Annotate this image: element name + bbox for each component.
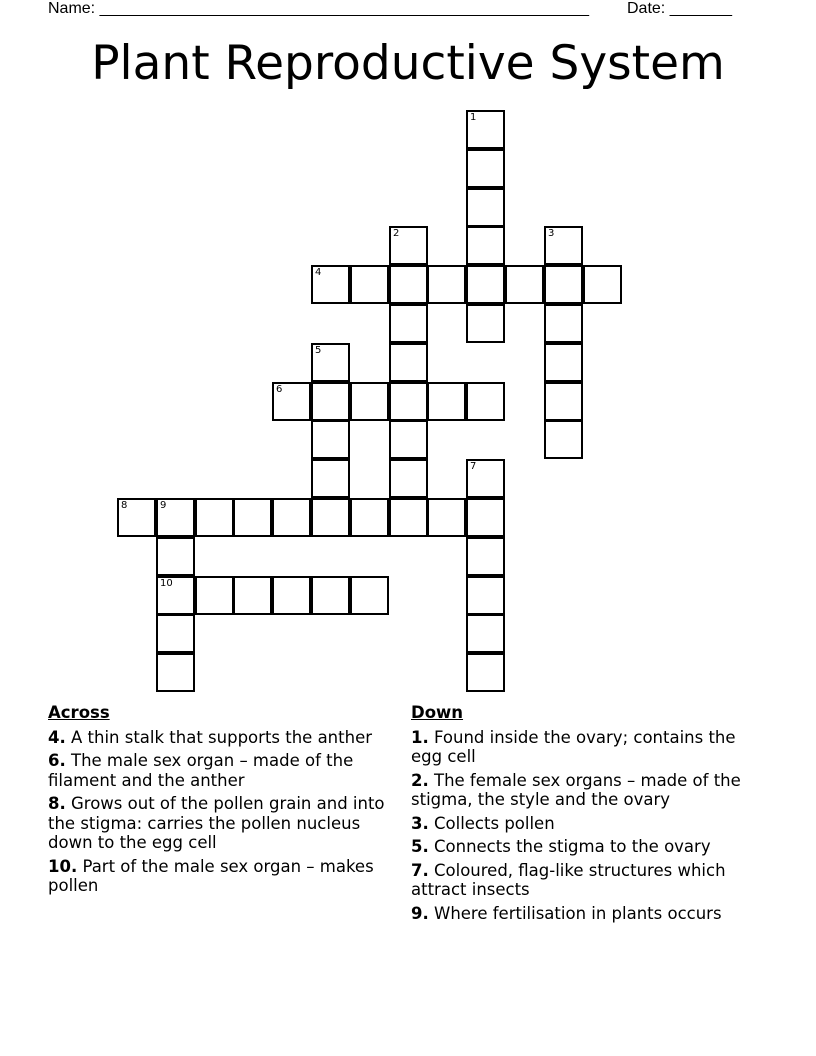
grid-cell[interactable]: [156, 614, 195, 653]
cell-number: 10: [160, 578, 173, 589]
cell-number: 4: [315, 267, 322, 278]
cell-number: 3: [548, 228, 555, 239]
grid-cell[interactable]: [195, 576, 234, 615]
clue-number: 9.: [411, 903, 429, 923]
clue-number: 6.: [48, 751, 66, 770]
grid-cell[interactable]: [389, 498, 428, 537]
grid-cell[interactable]: [544, 382, 583, 421]
grid-cell[interactable]: [350, 576, 389, 615]
grid-cell[interactable]: [311, 343, 350, 382]
cell-number: 1: [470, 112, 477, 123]
grid-cell[interactable]: [311, 420, 350, 459]
clue-text: Collects pollen: [434, 813, 555, 833]
clue-text: Where fertilisation in plants occurs: [434, 903, 722, 923]
grid-cell[interactable]: [389, 304, 428, 343]
grid-cell[interactable]: [272, 576, 311, 615]
grid-cell[interactable]: [427, 382, 466, 421]
grid-cell[interactable]: [466, 459, 505, 498]
across-heading: Across: [48, 703, 110, 722]
grid-cell[interactable]: [544, 343, 583, 382]
grid-cell[interactable]: [311, 265, 350, 304]
grid-cell[interactable]: [427, 498, 466, 537]
clue-number: 2.: [411, 770, 429, 790]
grid-cell[interactable]: [272, 498, 311, 537]
grid-cell[interactable]: [427, 265, 466, 304]
cell-number: 2: [393, 228, 400, 239]
clue-text: Part of the male sex organ – makes pollen: [48, 856, 374, 895]
clue-across-8: [48, 794, 400, 853]
grid-cell[interactable]: [466, 576, 505, 615]
page-title: Plant Reproductive System: [91, 36, 725, 91]
clue-across-10: [48, 857, 400, 896]
date-line: Date: _______: [627, 0, 732, 17]
name-line: Name: _______________________________________________________: [48, 0, 589, 17]
grid-cell[interactable]: [466, 382, 505, 421]
grid-cell[interactable]: [466, 614, 505, 653]
grid-cell[interactable]: [466, 110, 505, 149]
clue-number: 4.: [48, 727, 66, 747]
clue-number: 1.: [411, 727, 429, 747]
grid-cell[interactable]: [156, 537, 195, 576]
cell-number: 9: [160, 500, 167, 511]
grid-cell[interactable]: [544, 304, 583, 343]
grid-cell[interactable]: [389, 382, 428, 421]
cell-number: 7: [470, 461, 477, 472]
grid-cell[interactable]: [233, 576, 272, 615]
grid-cell[interactable]: [544, 420, 583, 459]
clue-number: 7.: [411, 860, 429, 880]
clue-number: 5.: [411, 837, 429, 856]
grid-cell[interactable]: [117, 498, 156, 537]
grid-cell[interactable]: [311, 576, 350, 615]
clue-text: The female sex organs – made of the stigma, the style and the ovary: [411, 770, 741, 809]
grid-cell[interactable]: [156, 576, 195, 615]
down-heading: Down: [411, 703, 464, 722]
down-clues: [411, 703, 751, 927]
grid-cell[interactable]: [311, 498, 350, 537]
grid-cell[interactable]: [156, 653, 195, 692]
cell-number: 5: [315, 345, 322, 356]
clue-text: The male sex organ – made of the filament and the anther: [48, 751, 354, 790]
grid-cell[interactable]: [466, 265, 505, 304]
grid-cell[interactable]: [466, 537, 505, 576]
grid-cell[interactable]: [389, 226, 428, 265]
grid-cell[interactable]: [466, 653, 505, 692]
grid-cell[interactable]: [466, 188, 505, 227]
grid-cell[interactable]: [544, 226, 583, 265]
grid-cell[interactable]: [311, 382, 350, 421]
clue-across-4: [48, 728, 400, 748]
clue-across-6: [48, 751, 400, 790]
clue-text: A thin stalk that supports the anther: [71, 727, 373, 747]
grid-cell[interactable]: [389, 343, 428, 382]
grid-cell[interactable]: [195, 498, 234, 537]
grid-cell[interactable]: [466, 149, 505, 188]
clue-text: Found inside the ovary; contains the egg cell: [411, 727, 736, 766]
clue-number: 3.: [411, 813, 429, 833]
clue-text: Connects the stigma to the ovary: [434, 837, 711, 856]
clue-text: Coloured, flag-like structures which attract insects: [411, 860, 726, 899]
grid-cell[interactable]: [583, 265, 622, 304]
grid-cell[interactable]: [389, 420, 428, 459]
clue-down-3: [411, 814, 751, 834]
clue-down-7: [411, 861, 751, 900]
grid-cell[interactable]: [466, 304, 505, 343]
across-clues: [48, 703, 400, 900]
cell-number: 6: [276, 384, 283, 395]
clue-number: 8.: [48, 794, 66, 813]
grid-cell[interactable]: [544, 265, 583, 304]
clue-down-9: [411, 904, 751, 924]
grid-cell[interactable]: [389, 459, 428, 498]
grid-cell[interactable]: [233, 498, 272, 537]
grid-cell[interactable]: [272, 382, 311, 421]
grid-cell[interactable]: [466, 498, 505, 537]
grid-cell[interactable]: [350, 382, 389, 421]
cell-number: 8: [121, 500, 128, 511]
grid-cell[interactable]: [389, 265, 428, 304]
grid-cell[interactable]: [350, 265, 389, 304]
clue-down-2: [411, 771, 751, 810]
clue-down-5: [411, 837, 751, 857]
clue-down-1: [411, 728, 751, 767]
grid-cell[interactable]: [311, 459, 350, 498]
grid-cell[interactable]: [350, 498, 389, 537]
grid-cell[interactable]: [156, 498, 195, 537]
grid-cell[interactable]: [505, 265, 544, 304]
grid-cell[interactable]: [466, 226, 505, 265]
clue-text: Grows out of the pollen grain and into the stigma: carries the pollen nucleus down to the egg cell: [48, 794, 385, 852]
clue-number: 10.: [48, 856, 78, 876]
